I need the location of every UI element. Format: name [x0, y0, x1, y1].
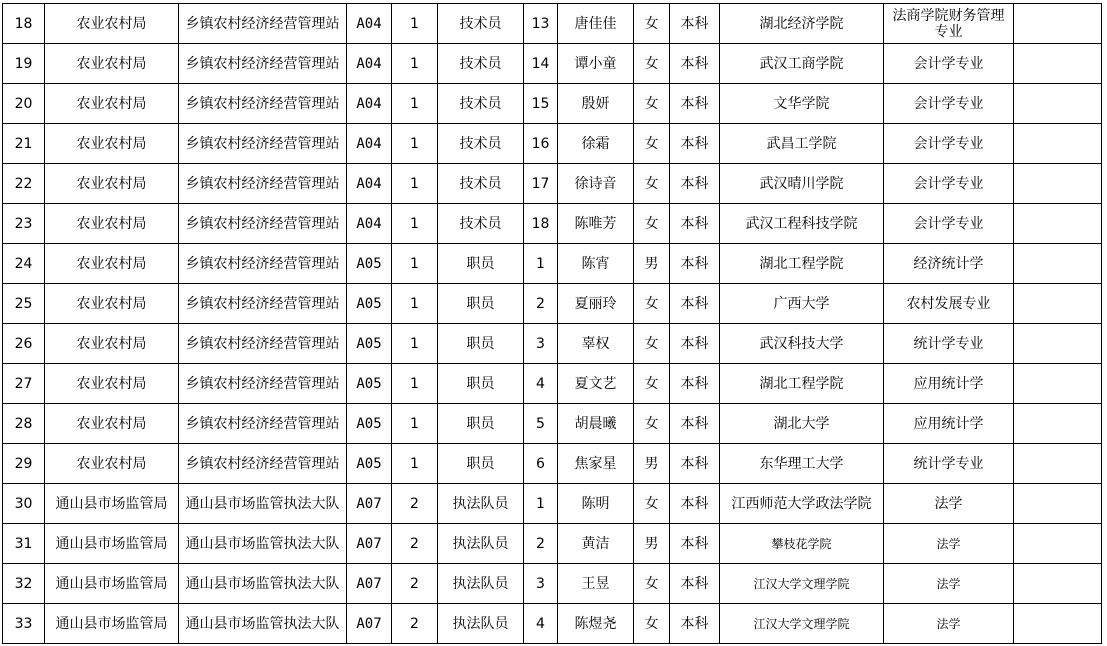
school-cell: 江汉大学文理学院 — [720, 604, 884, 644]
gender-cell: 女 — [634, 84, 670, 124]
name-cell: 王昱 — [558, 564, 634, 604]
school-cell: 武汉晴川学院 — [720, 164, 884, 204]
major-cell: 会计学专业 — [884, 44, 1014, 84]
position-cell: 技术员 — [438, 204, 524, 244]
table-row — [3, 404, 1102, 444]
gender-cell: 女 — [634, 324, 670, 364]
major-cell: 法商学院财务管理专业 — [884, 4, 1014, 44]
table-row — [3, 564, 1102, 604]
major-cell: 会计学专业 — [884, 204, 1014, 244]
department-cell: 通山县市场监管局 — [45, 524, 179, 564]
gender-cell: 女 — [634, 484, 670, 524]
major-cell: 法学 — [884, 524, 1014, 564]
major-cell: 统计学专业 — [884, 444, 1014, 484]
empty-cell — [1014, 524, 1102, 564]
empty-cell — [1014, 564, 1102, 604]
name-cell: 谭小童 — [558, 44, 634, 84]
empty-cell — [1014, 364, 1102, 404]
position-code-cell: A05 — [347, 404, 392, 444]
position-cell: 技术员 — [438, 4, 524, 44]
unit-cell: 通山县市场监管执法大队 — [179, 524, 347, 564]
row-number-cell: 18 — [3, 4, 45, 44]
major-cell: 会计学专业 — [884, 124, 1014, 164]
gender-cell: 女 — [634, 564, 670, 604]
name-cell: 徐诗音 — [558, 164, 634, 204]
row-number-cell: 27 — [3, 364, 45, 404]
position-code-cell: A05 — [347, 364, 392, 404]
unit-cell: 通山县市场监管执法大队 — [179, 604, 347, 644]
position-code-cell: A05 — [347, 244, 392, 284]
education-cell: 本科 — [670, 124, 720, 164]
rank-cell: 13 — [524, 4, 558, 44]
school-cell: 湖北工程学院 — [720, 244, 884, 284]
row-number-cell: 23 — [3, 204, 45, 244]
major-cell: 统计学专业 — [884, 324, 1014, 364]
education-cell: 本科 — [670, 164, 720, 204]
gender-cell: 女 — [634, 44, 670, 84]
rank-cell: 1 — [524, 484, 558, 524]
department-cell: 农业农村局 — [45, 84, 179, 124]
empty-cell — [1014, 444, 1102, 484]
quota-cell: 1 — [392, 124, 438, 164]
table-row — [3, 604, 1102, 644]
rank-cell: 15 — [524, 84, 558, 124]
unit-cell: 乡镇农村经济经营管理站 — [179, 44, 347, 84]
empty-cell — [1014, 164, 1102, 204]
rank-cell: 4 — [524, 604, 558, 644]
row-number-cell: 32 — [3, 564, 45, 604]
empty-cell — [1014, 484, 1102, 524]
major-cell: 会计学专业 — [884, 164, 1014, 204]
rank-cell: 14 — [524, 44, 558, 84]
unit-cell: 乡镇农村经济经营管理站 — [179, 404, 347, 444]
school-cell: 江西师范大学政法学院 — [720, 484, 884, 524]
position-code-cell: A07 — [347, 524, 392, 564]
quota-cell: 1 — [392, 84, 438, 124]
name-cell: 陈煜尧 — [558, 604, 634, 644]
education-cell: 本科 — [670, 204, 720, 244]
row-number-cell: 19 — [3, 44, 45, 84]
name-cell: 唐佳佳 — [558, 4, 634, 44]
unit-cell: 乡镇农村经济经营管理站 — [179, 204, 347, 244]
education-cell: 本科 — [670, 524, 720, 564]
education-cell: 本科 — [670, 244, 720, 284]
major-cell: 法学 — [884, 484, 1014, 524]
quota-cell: 1 — [392, 164, 438, 204]
major-cell: 应用统计学 — [884, 364, 1014, 404]
education-cell: 本科 — [670, 564, 720, 604]
major-cell: 会计学专业 — [884, 84, 1014, 124]
quota-cell: 1 — [392, 324, 438, 364]
empty-cell — [1014, 324, 1102, 364]
major-cell: 法学 — [884, 604, 1014, 644]
school-cell: 武汉科技大学 — [720, 324, 884, 364]
education-cell: 本科 — [670, 444, 720, 484]
major-cell: 农村发展专业 — [884, 284, 1014, 324]
quota-cell: 1 — [392, 404, 438, 444]
table-row — [3, 444, 1102, 484]
name-cell: 辜权 — [558, 324, 634, 364]
education-cell: 本科 — [670, 44, 720, 84]
table-row — [3, 284, 1102, 324]
gender-cell: 男 — [634, 524, 670, 564]
row-number-cell: 25 — [3, 284, 45, 324]
empty-cell — [1014, 84, 1102, 124]
gender-cell: 女 — [634, 124, 670, 164]
school-cell: 文华学院 — [720, 84, 884, 124]
row-number-cell: 22 — [3, 164, 45, 204]
education-cell: 本科 — [670, 484, 720, 524]
empty-cell — [1014, 44, 1102, 84]
unit-cell: 通山县市场监管执法大队 — [179, 484, 347, 524]
gender-cell: 女 — [634, 604, 670, 644]
name-cell: 焦家星 — [558, 444, 634, 484]
row-number-cell: 28 — [3, 404, 45, 444]
department-cell: 农业农村局 — [45, 284, 179, 324]
position-code-cell: A07 — [347, 564, 392, 604]
quota-cell: 1 — [392, 204, 438, 244]
quota-cell: 1 — [392, 44, 438, 84]
rank-cell: 18 — [524, 204, 558, 244]
row-number-cell: 20 — [3, 84, 45, 124]
empty-cell — [1014, 124, 1102, 164]
gender-cell: 男 — [634, 444, 670, 484]
position-code-cell: A07 — [347, 484, 392, 524]
education-cell: 本科 — [670, 604, 720, 644]
row-number-cell: 24 — [3, 244, 45, 284]
department-cell: 农业农村局 — [45, 444, 179, 484]
school-cell: 湖北工程学院 — [720, 364, 884, 404]
table-row — [3, 364, 1102, 404]
position-code-cell: A05 — [347, 284, 392, 324]
empty-cell — [1014, 284, 1102, 324]
table-row — [3, 164, 1102, 204]
row-number-cell: 29 — [3, 444, 45, 484]
rank-cell: 1 — [524, 244, 558, 284]
gender-cell: 女 — [634, 364, 670, 404]
name-cell: 陈明 — [558, 484, 634, 524]
gender-cell: 女 — [634, 204, 670, 244]
position-code-cell: A04 — [347, 124, 392, 164]
unit-cell: 乡镇农村经济经营管理站 — [179, 124, 347, 164]
name-cell: 黄洁 — [558, 524, 634, 564]
name-cell: 夏丽玲 — [558, 284, 634, 324]
quota-cell: 1 — [392, 364, 438, 404]
unit-cell: 通山县市场监管执法大队 — [179, 564, 347, 604]
empty-cell — [1014, 204, 1102, 244]
unit-cell: 乡镇农村经济经营管理站 — [179, 84, 347, 124]
department-cell: 通山县市场监管局 — [45, 484, 179, 524]
major-cell: 法学 — [884, 564, 1014, 604]
quota-cell: 2 — [392, 564, 438, 604]
position-code-cell: A05 — [347, 324, 392, 364]
gender-cell: 男 — [634, 244, 670, 284]
education-cell: 本科 — [670, 364, 720, 404]
name-cell: 殷妍 — [558, 84, 634, 124]
position-cell: 职员 — [438, 284, 524, 324]
position-cell: 技术员 — [438, 124, 524, 164]
position-cell: 执法队员 — [438, 484, 524, 524]
quota-cell: 2 — [392, 524, 438, 564]
quota-cell: 1 — [392, 284, 438, 324]
education-cell: 本科 — [670, 404, 720, 444]
table-row — [3, 524, 1102, 564]
empty-cell — [1014, 404, 1102, 444]
major-cell: 应用统计学 — [884, 404, 1014, 444]
row-number-cell: 21 — [3, 124, 45, 164]
name-cell: 陈宵 — [558, 244, 634, 284]
position-cell: 执法队员 — [438, 524, 524, 564]
department-cell: 通山县市场监管局 — [45, 604, 179, 644]
school-cell: 攀枝花学院 — [720, 524, 884, 564]
department-cell: 农业农村局 — [45, 324, 179, 364]
education-cell: 本科 — [670, 84, 720, 124]
gender-cell: 女 — [634, 164, 670, 204]
table-row — [3, 124, 1102, 164]
name-cell: 陈唯芳 — [558, 204, 634, 244]
position-cell: 技术员 — [438, 44, 524, 84]
position-code-cell: A04 — [347, 164, 392, 204]
row-number-cell: 33 — [3, 604, 45, 644]
position-code-cell: A07 — [347, 604, 392, 644]
unit-cell: 乡镇农村经济经营管理站 — [179, 284, 347, 324]
major-cell: 经济统计学 — [884, 244, 1014, 284]
empty-cell — [1014, 4, 1102, 44]
rank-cell: 2 — [524, 524, 558, 564]
education-cell: 本科 — [670, 4, 720, 44]
education-cell: 本科 — [670, 284, 720, 324]
table-body — [3, 4, 1102, 644]
quota-cell: 1 — [392, 444, 438, 484]
education-cell: 本科 — [670, 324, 720, 364]
table-row — [3, 324, 1102, 364]
position-cell: 职员 — [438, 404, 524, 444]
school-cell: 东华理工大学 — [720, 444, 884, 484]
school-cell: 武汉工商学院 — [720, 44, 884, 84]
department-cell: 农业农村局 — [45, 4, 179, 44]
gender-cell: 女 — [634, 4, 670, 44]
school-cell: 湖北大学 — [720, 404, 884, 444]
school-cell: 广西大学 — [720, 284, 884, 324]
gender-cell: 女 — [634, 404, 670, 444]
department-cell: 农业农村局 — [45, 164, 179, 204]
position-code-cell: A04 — [347, 84, 392, 124]
school-cell: 江汉大学文理学院 — [720, 564, 884, 604]
rank-cell: 17 — [524, 164, 558, 204]
table-row — [3, 484, 1102, 524]
position-code-cell: A04 — [347, 204, 392, 244]
row-number-cell: 30 — [3, 484, 45, 524]
table-row — [3, 44, 1102, 84]
rank-cell: 3 — [524, 564, 558, 604]
position-cell: 技术员 — [438, 84, 524, 124]
position-code-cell: A04 — [347, 44, 392, 84]
name-cell: 夏文艺 — [558, 364, 634, 404]
quota-cell: 2 — [392, 484, 438, 524]
unit-cell: 乡镇农村经济经营管理站 — [179, 364, 347, 404]
rank-cell: 5 — [524, 404, 558, 444]
rank-cell: 4 — [524, 364, 558, 404]
table-row — [3, 204, 1102, 244]
unit-cell: 乡镇农村经济经营管理站 — [179, 244, 347, 284]
empty-cell — [1014, 244, 1102, 284]
empty-cell — [1014, 604, 1102, 644]
department-cell: 农业农村局 — [45, 364, 179, 404]
position-code-cell: A04 — [347, 4, 392, 44]
department-cell: 农业农村局 — [45, 404, 179, 444]
quota-cell: 2 — [392, 604, 438, 644]
table-row — [3, 244, 1102, 284]
department-cell: 农业农村局 — [45, 204, 179, 244]
unit-cell: 乡镇农村经济经营管理站 — [179, 4, 347, 44]
position-cell: 技术员 — [438, 164, 524, 204]
rank-cell: 2 — [524, 284, 558, 324]
quota-cell: 1 — [392, 244, 438, 284]
position-code-cell: A05 — [347, 444, 392, 484]
table-row — [3, 4, 1102, 44]
department-cell: 农业农村局 — [45, 244, 179, 284]
position-cell: 职员 — [438, 244, 524, 284]
school-cell: 湖北经济学院 — [720, 4, 884, 44]
unit-cell: 乡镇农村经济经营管理站 — [179, 324, 347, 364]
unit-cell: 乡镇农村经济经营管理站 — [179, 164, 347, 204]
rank-cell: 6 — [524, 444, 558, 484]
unit-cell: 乡镇农村经济经营管理站 — [179, 444, 347, 484]
rank-cell: 3 — [524, 324, 558, 364]
position-cell: 职员 — [438, 444, 524, 484]
quota-cell: 1 — [392, 4, 438, 44]
name-cell: 徐霜 — [558, 124, 634, 164]
results-table — [2, 3, 1102, 644]
school-cell: 武汉工程科技学院 — [720, 204, 884, 244]
name-cell: 胡晨曦 — [558, 404, 634, 444]
school-cell: 武昌工学院 — [720, 124, 884, 164]
department-cell: 农业农村局 — [45, 44, 179, 84]
table-row — [3, 84, 1102, 124]
department-cell: 通山县市场监管局 — [45, 564, 179, 604]
position-cell: 执法队员 — [438, 564, 524, 604]
gender-cell: 女 — [634, 284, 670, 324]
rank-cell: 16 — [524, 124, 558, 164]
department-cell: 农业农村局 — [45, 124, 179, 164]
position-cell: 职员 — [438, 324, 524, 364]
row-number-cell: 31 — [3, 524, 45, 564]
position-cell: 职员 — [438, 364, 524, 404]
position-cell: 执法队员 — [438, 604, 524, 644]
row-number-cell: 26 — [3, 324, 45, 364]
